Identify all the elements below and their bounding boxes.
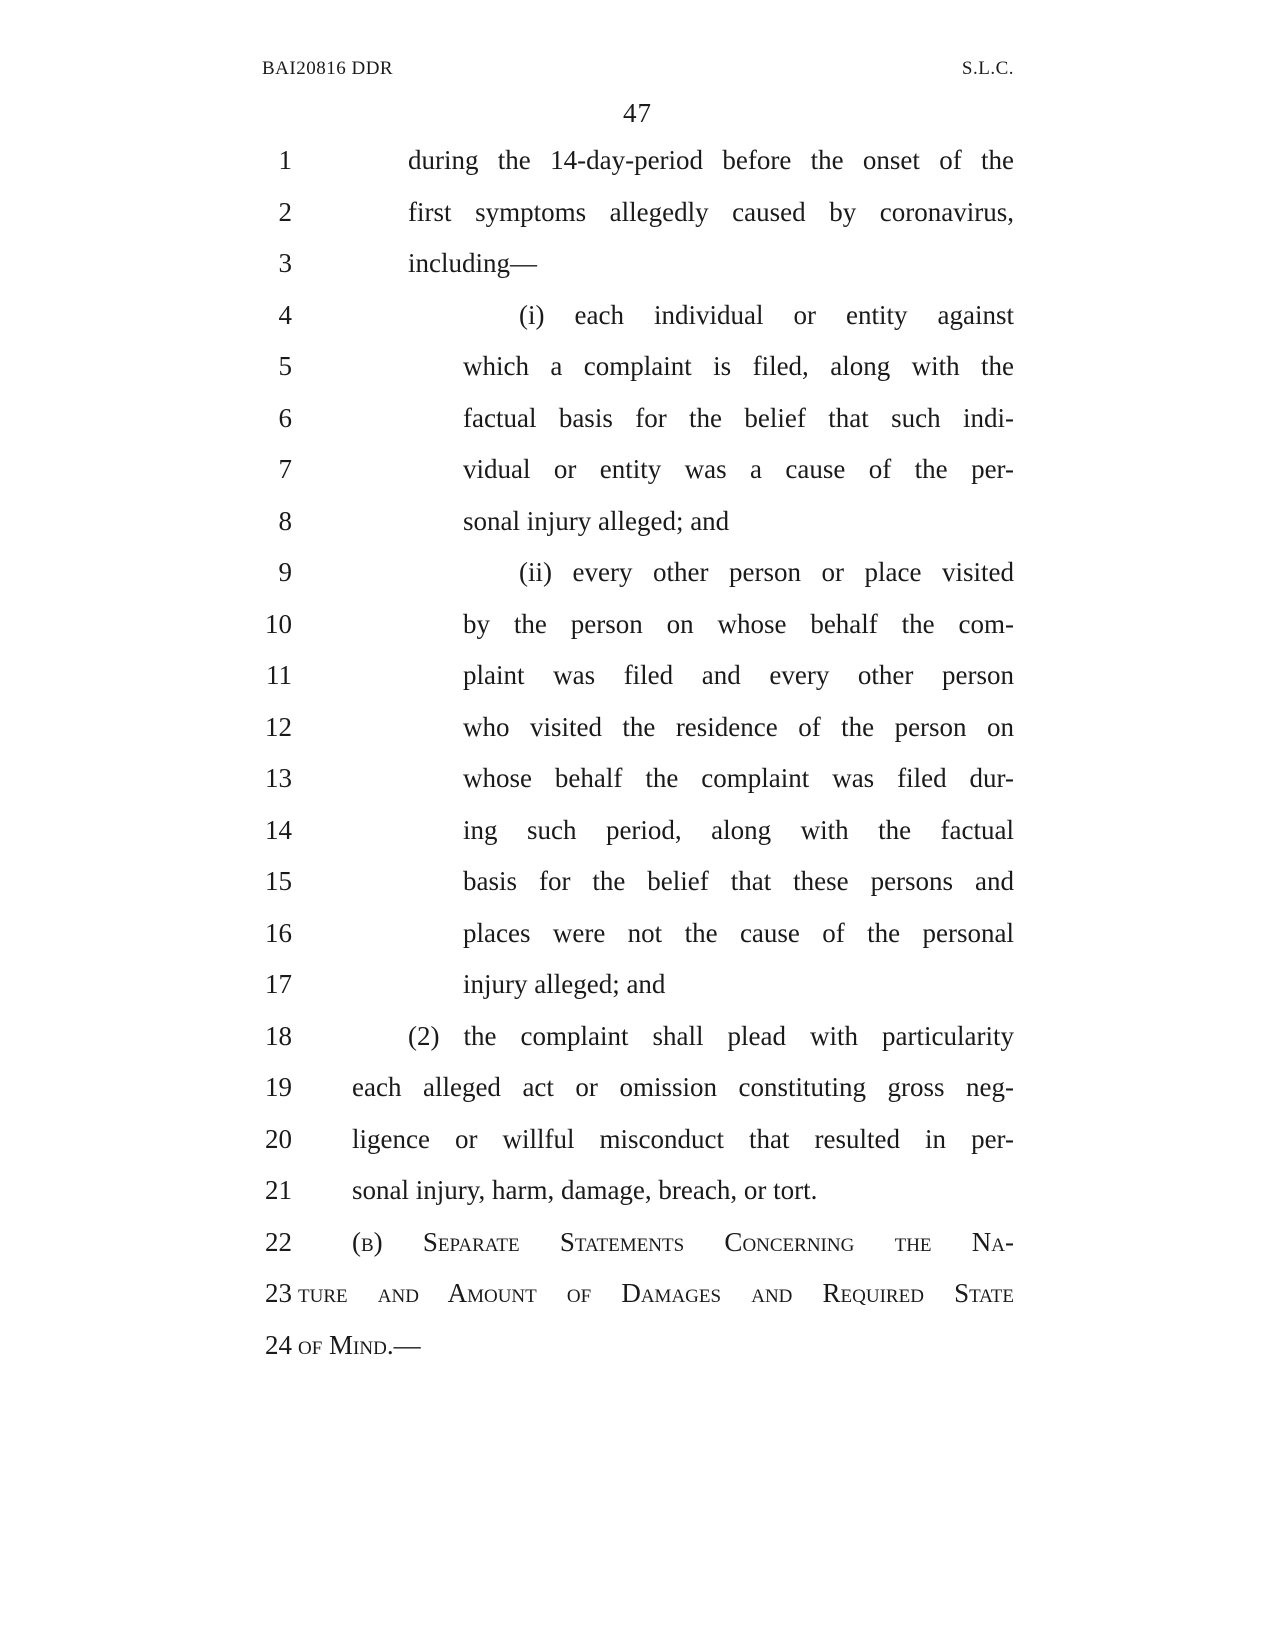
line-text: sonal injury, harm, damage, breach, or tort.: [352, 1175, 818, 1205]
line-number: 22: [265, 1227, 292, 1257]
line-text: (2) the complaint shall plead with particularity: [408, 1021, 1014, 1051]
line-text: (b) Separate Statements Concerning the Na-: [352, 1227, 1014, 1257]
text-line: [0, 1273, 1275, 1313]
line-number: 4: [278, 300, 292, 330]
line-text: (ii) every other person or place visited: [519, 557, 1014, 587]
line-text: vidual or entity was a cause of the per-: [463, 454, 1014, 484]
header-document-id: BAI20816 DDR: [262, 58, 394, 79]
text-line: [0, 964, 1275, 1004]
line-number: 1: [278, 145, 292, 175]
text-line: [0, 192, 1275, 232]
line-text: by the person on whose behalf the com-: [463, 609, 1014, 639]
line-text: (i) each individual or entity against: [519, 300, 1014, 330]
text-line: [0, 758, 1275, 798]
line-number: 10: [265, 609, 292, 639]
text-line: [0, 1325, 1275, 1365]
header-slc: S.L.C.: [961, 58, 1014, 79]
line-number: 21: [265, 1175, 292, 1205]
line-text: during the 14-day-period before the onset of the: [408, 145, 1014, 175]
line-text: basis for the belief that these persons and: [463, 866, 1014, 896]
text-line: [0, 449, 1275, 489]
line-number: 24: [265, 1330, 292, 1360]
text-line: [0, 1016, 1275, 1056]
text-line: [0, 707, 1275, 747]
line-number: 20: [265, 1124, 292, 1154]
line-number: 18: [265, 1021, 292, 1051]
text-line: [0, 1170, 1275, 1210]
text-line: [0, 501, 1275, 541]
line-number: 9: [278, 557, 292, 587]
line-number: 3: [278, 248, 292, 278]
text-line: [0, 810, 1275, 850]
text-line: [0, 655, 1275, 695]
line-text: injury alleged; and: [463, 969, 666, 999]
line-text: plaint was filed and every other person: [463, 660, 1014, 690]
text-line: [0, 243, 1275, 283]
text-line: [0, 140, 1275, 180]
line-number: 14: [265, 815, 292, 845]
line-text: of Mind.—: [298, 1330, 421, 1360]
line-number: 6: [278, 403, 292, 433]
line-text: ligence or willful misconduct that resulted in per-: [352, 1124, 1014, 1154]
line-number: 16: [265, 918, 292, 948]
line-text: who visited the residence of the person on: [463, 712, 1014, 742]
line-number: 8: [278, 506, 292, 536]
line-number: 17: [265, 969, 292, 999]
line-number: 7: [278, 454, 292, 484]
line-text: each alleged act or omission constituting gross neg-: [352, 1072, 1014, 1102]
text-line: [0, 604, 1275, 644]
page-number: 47: [623, 98, 652, 128]
text-line: [0, 1067, 1275, 1107]
line-number: 11: [266, 660, 292, 690]
line-number: 13: [265, 763, 292, 793]
line-text: factual basis for the belief that such indi-: [463, 403, 1014, 433]
text-line: [0, 346, 1275, 386]
line-text: ture and Amount of Damages and Required State: [298, 1278, 1014, 1308]
line-number: 19: [265, 1072, 292, 1102]
text-line: [0, 398, 1275, 438]
line-number: 5: [278, 351, 292, 381]
text-line: [0, 1119, 1275, 1159]
line-number: 2: [278, 197, 292, 227]
line-text: places were not the cause of the personal: [463, 918, 1014, 948]
line-number: 23: [265, 1278, 292, 1308]
line-text: ing such period, along with the factual: [463, 815, 1014, 845]
text-line: [0, 1222, 1275, 1262]
line-number: 12: [265, 712, 292, 742]
line-text: including—: [408, 248, 537, 278]
line-text: whose behalf the complaint was filed dur-: [463, 763, 1014, 793]
text-line: [0, 913, 1275, 953]
line-text: sonal injury alleged; and: [463, 506, 730, 536]
text-line: [0, 295, 1275, 335]
line-text: first symptoms allegedly caused by coronavirus,: [408, 197, 1014, 227]
line-number: 15: [265, 866, 292, 896]
text-line: [0, 861, 1275, 901]
text-line: [0, 552, 1275, 592]
line-text: which a complaint is filed, along with the: [463, 351, 1014, 381]
